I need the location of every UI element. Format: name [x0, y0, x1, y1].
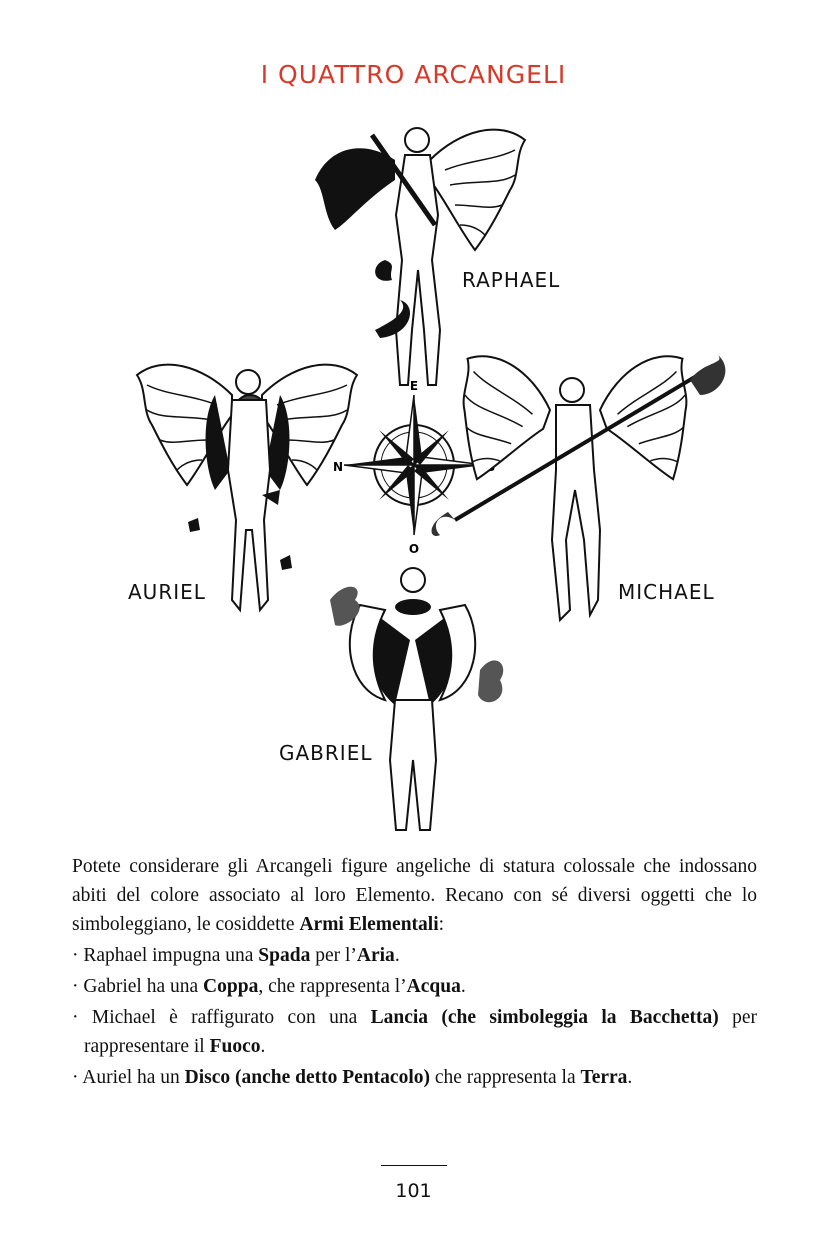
list-item: [72, 1063, 757, 1092]
compass-label-north: N: [332, 460, 344, 474]
page-title: I QUATTRO ARCANGELI: [260, 60, 567, 89]
list-item-text: per l’: [310, 945, 357, 966]
list-item-bold: Disco (anche detto Pentacolo): [184, 1067, 430, 1088]
list-item-text: .: [260, 1036, 266, 1057]
intro-paragraph: [72, 852, 757, 939]
list-item-text: Auriel ha un: [82, 1067, 185, 1088]
intro-text-end: :: [438, 914, 445, 935]
list-item-bold: Terra: [580, 1067, 628, 1088]
list-item-text: Raphael impugna una: [83, 945, 259, 966]
list-item-text: per rappresentare il: [84, 1007, 758, 1057]
list-item-text: Gabriel ha una: [83, 976, 204, 997]
label-auriel: AURIEL: [128, 580, 206, 604]
list-item-text: .: [627, 1067, 633, 1088]
list-item: [72, 941, 757, 970]
intro-bold: Armi Elementali: [299, 914, 439, 935]
list-item-text: .: [394, 945, 400, 966]
gabriel-figure: [330, 568, 503, 830]
list-item-bold: Acqua: [406, 976, 461, 997]
bullet-marker: ·: [72, 945, 84, 966]
footer-rule: [381, 1165, 447, 1166]
list-item-text: che rappresenta la: [429, 1067, 581, 1088]
compass-label-east: E: [409, 379, 419, 393]
list-item-bold: Fuoco: [209, 1036, 261, 1057]
label-raphael: RAPHAEL: [462, 268, 561, 292]
raphael-figure: [315, 128, 525, 385]
list-item-text: .: [460, 976, 466, 997]
auriel-figure: [137, 365, 357, 610]
page-number: 101: [395, 1180, 432, 1202]
label-michael: MICHAEL: [618, 580, 715, 604]
bullet-marker: ·: [72, 1067, 83, 1088]
bullet-marker: ·: [72, 1007, 92, 1028]
list-item-bold: Coppa: [203, 976, 259, 997]
list-item-bold: Aria: [356, 945, 395, 966]
list-item: [72, 1003, 757, 1061]
list-item-text: Michael è raffigurato con una: [91, 1007, 371, 1028]
list-item-bold: Spada: [258, 945, 311, 966]
list-item-bold: Lancia (che simboleggia la Bacchetta): [370, 1007, 719, 1028]
list-item-text: , che rappresenta l’: [258, 976, 407, 997]
compass-label-west: O: [408, 542, 420, 556]
bullet-marker: ·: [72, 976, 84, 997]
list-item: [72, 972, 757, 1001]
body-text: [72, 852, 757, 1094]
label-gabriel: GABRIEL: [279, 741, 373, 765]
intro-text: Potete considerare gli Arcangeli figure angeliche di statura colossale che indossano abiti del colore associato al loro Elemento. Recano con sé diversi oggetti che lo simboleggiano, le cosiddette: [72, 856, 757, 935]
